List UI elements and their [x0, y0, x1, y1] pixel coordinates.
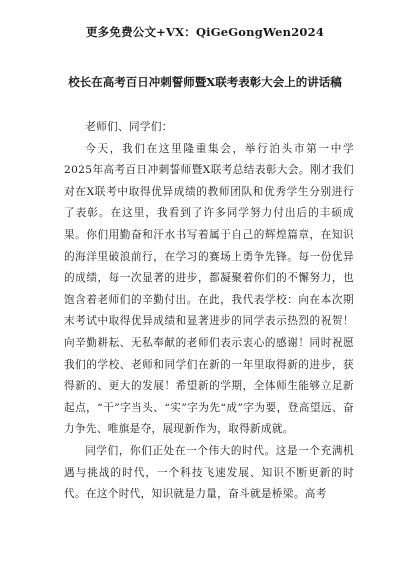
salutation-paragraph: 老师们、同学们：	[85, 121, 173, 133]
document-title: 校长在高考百日冲刺誓师暨X联考表彰大会上的讲话稿	[68, 75, 342, 89]
document-body	[64, 117, 354, 506]
body-paragraph: 今天，我们在这里隆重集会，举行泊头市第一中学2025年高考百日冲刺誓师暨X联考总结表彰大会。刚才我们对在X联考中取得优异成绩的教师团队和优秀学生分别进行了表彰。在这里，我看到了许多同学努力付出后的丰硕成果。你们用勤奋和汗水书写着属于自己的辉煌篇章，在知识的海洋里破浪前行，在学习的赛场上勇争先锋。每一份优异的成绩，每一次显著的进步，都凝聚着你们的不懈努力，也饱含着老师们的辛勤付出。在此，我代表学校：向在本次期末考试中取得优异成绩和显著进步的同学表示热烈的祝贺！向辛勤耕耘、无私奉献的老师们表示衷心的感谢！同时祝愿我们的学校、老师和同学们在新的一年里取得新的进步，获得新的、更大的发展！希望新的学期，全体师生能够立足新起点，“干”字当头、“实”字为先“成”字为要，登高望远、奋力争先、唯旗是夺，展现新作为，取得新成就。	[64, 142, 354, 436]
body-paragraph: 同学们，你们正处在一个伟大的时代。这是一个充满机遇与挑战的时代，一个科技飞速发展、知识不断更新的时代。在这个时代，知识就是力量，奋斗就是桥梁。高考	[64, 444, 354, 501]
header-note: 更多免费公文+VX：QiGeGongWen2024	[85, 25, 325, 39]
